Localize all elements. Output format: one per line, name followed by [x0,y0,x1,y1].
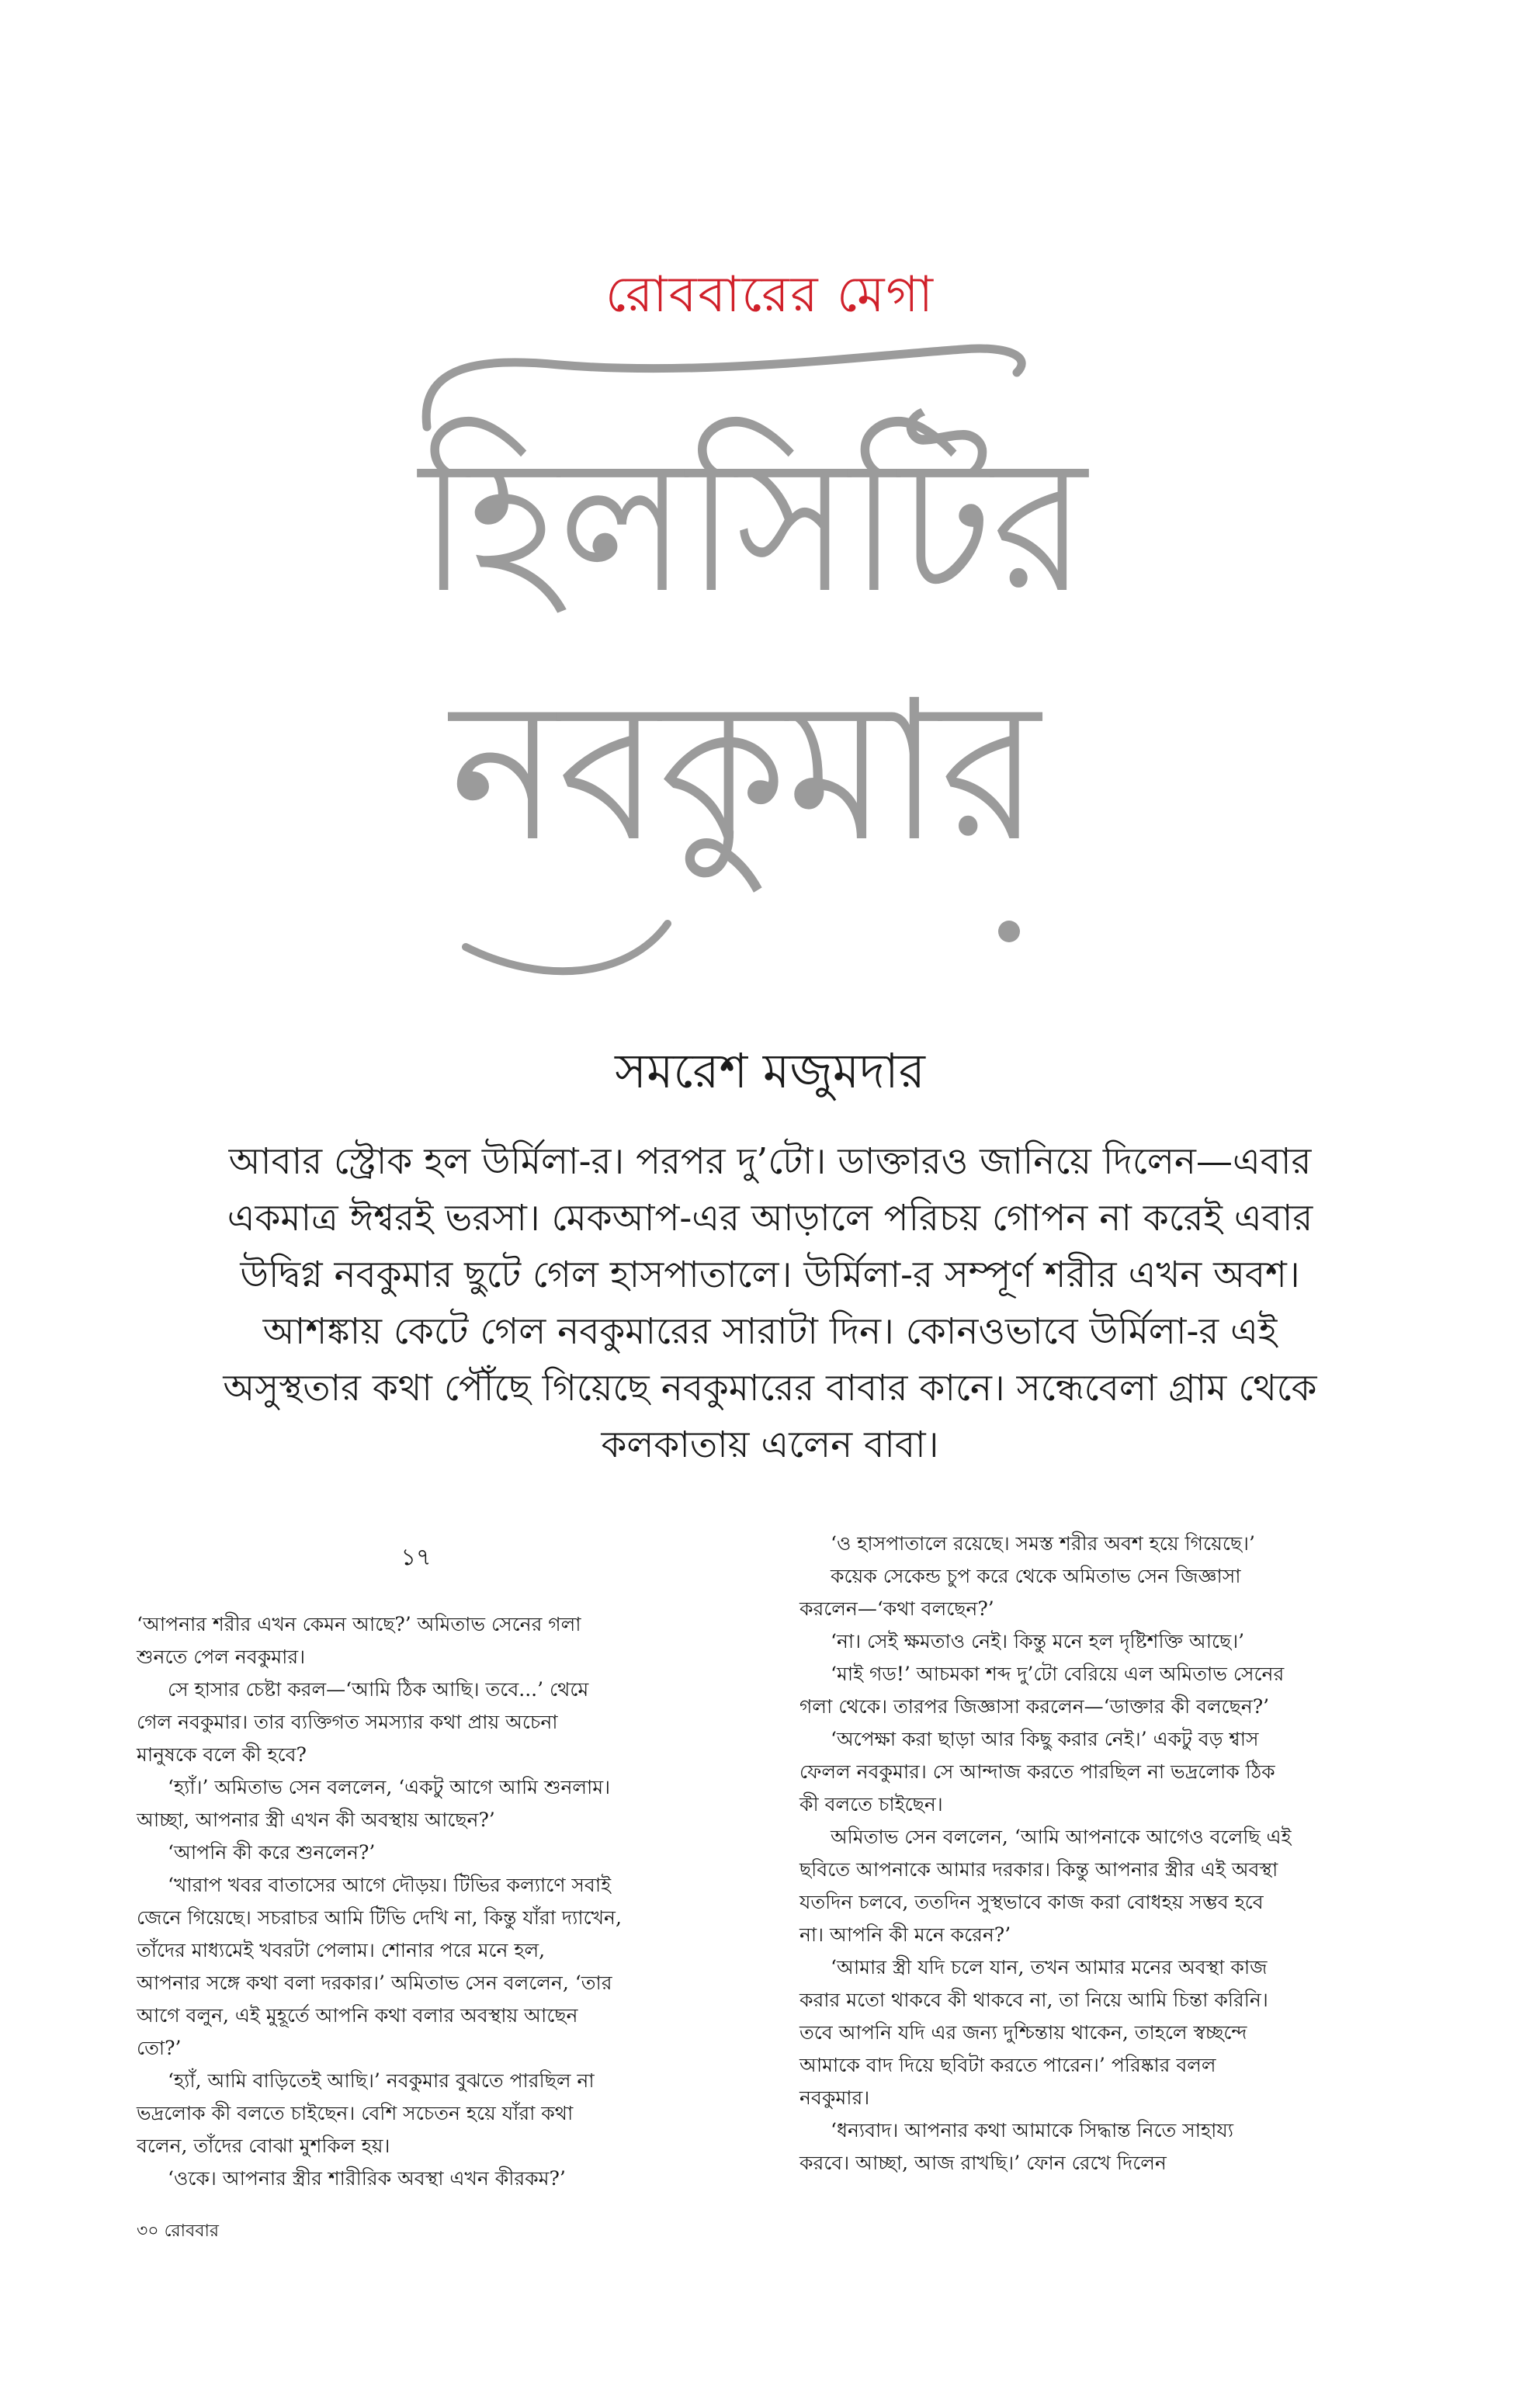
body-line: আগে বলুন, এই মুহূর্তে আপনি কথা বলার অবস্থায় আছেন [137,2004,578,2027]
body-line: তবে আপনি যদি এর জন্য দুশ্চিন্তায় থাকেন, তাহলে স্বচ্ছন্দে [799,2021,1247,2044]
body-line: ‘খারাপ খবর বাতাসের আগে দৌড়য়। টিভির কল্যাণে সবাই [168,1874,612,1896]
story-title-line2: নবকুমার [450,658,1081,884]
body-line: ‘আপনার শরীর এখন কেমন আছে?’ অমিতাভ সেনের গলা [137,1613,581,1635]
body-line: বলেন, তাঁদের বোঝা মুশকিল হয়। [137,2135,390,2157]
intro-line: আবার স্ট্রোক হল উর্মিলা-র। পরপর দু’টো। ডাক্তারও জানিয়ে দিলেন—এবার [228,1140,1312,1183]
body-paragraph [799,2114,1389,2180]
chapter-number: ১৭ [401,1544,432,1571]
body-paragraph [137,1673,727,1771]
body-line: ফেলল নবকুমার। সে আন্দাজ করতে পারছিল না ভদ্রলোক ঠিক [799,1760,1275,1783]
body-line: ‘হ্যাঁ।’ অমিতাভ সেন বললেন, ‘একটু আগে আমি শুনলাম। [168,1776,611,1798]
body-line: অমিতাভ সেন বললেন, ‘আমি আপনাকে আগেও বলেছি এই [831,1826,1292,1848]
body-paragraph [137,1836,727,1869]
body-paragraph [799,1560,1389,1625]
body-paragraph [799,1625,1389,1658]
page-folio: ৩০ রোববার [137,2221,219,2241]
body-line: আমাকে বাদ দিয়ে ছবিটা করতে পারেন।’ পরিষ্কার বলল [799,2054,1216,2076]
story-intro-blurb [140,1133,1400,1473]
body-line: করলেন—‘কথা বলছেন?’ [799,1597,994,1620]
body-paragraph [137,1608,727,1673]
story-title-art [373,334,1149,1009]
body-line: গলা থেকে। তারপর জিজ্ঞাসা করলেন—‘ডাক্তার কী বলছেন?’ [799,1695,1270,1718]
body-paragraph [137,2065,727,2162]
body-paragraph [799,1951,1389,2114]
title-top-swash [426,349,1021,427]
body-paragraph [799,1658,1389,1723]
body-column-left [137,1537,727,2195]
body-line: কী বলতে চাইছেন। [799,1793,943,1816]
body-line: ‘ধন্যবাদ। আপনার কথা আমাকে সিদ্ধান্ত নিতে সাহায্য [831,2119,1234,2142]
body-line: ছবিতে আপনাকে আমার দরকার। কিন্তু আপনার স্ত্রীর এই অবস্থা [799,1858,1278,1881]
body-line: ভদ্রলোক কী বলতে চাইছেন। বেশি সচেতন হয়ে যাঁরা কথা [137,2102,574,2124]
body-paragraph [799,1723,1389,1821]
title-dot [998,921,1020,942]
body-line: যতদিন চলবে, ততদিন সুস্থভাবে কাজ করা বোধহয় সম্ভব হবে [799,1891,1264,1913]
body-line: ‘ও হাসপাতালে রয়েছে। সমস্ত শরীর অবশ হয়ে গিয়েছে।’ [831,1532,1255,1555]
body-line: ‘হ্যাঁ, আমি বাড়িতেই আছি।’ নবকুমার বুঝতে পারছিল না [168,2069,595,2092]
body-line: করার মতো থাকবে কী থাকবে না, তা নিয়ে আমি চিন্তা করিনি। [799,1989,1268,2011]
body-paragraph [137,1869,727,2065]
body-line: সে হাসার চেষ্টা করল—‘আমি ঠিক আছি। তবে...’ থেমে [168,1678,589,1701]
body-line: আচ্ছা, আপনার স্ত্রী এখন কী অবস্থায় আছেন?’ [137,1809,495,1831]
title-underline-swash [466,924,668,971]
body-paragraph [137,2162,727,2195]
body-line: করবে। আচ্ছা, আজ রাখছি।’ ফোন রেখে দিলেন [799,2152,1167,2174]
body-paragraph [137,1771,727,1836]
intro-line: কলকাতায় এলেন বাবা। [601,1424,939,1466]
body-line: ‘অপেক্ষা করা ছাড়া আর কিছু করার নেই।’ একটু বড় শ্বাস [831,1728,1259,1750]
body-paragraph [799,1528,1389,1560]
series-kicker: রোববারের মেগা [605,266,935,324]
body-line: গেল নবকুমার। তার ব্যক্তিগত সমস্যার কথা প্রায় অচেনা [137,1711,558,1733]
body-line: না। আপনি কী মনে করেন?’ [799,1923,1011,1946]
intro-line: আশঙ্কায় কেটে গেল নবকুমারের সারাটা দিন। কোনওভাবে উর্মিলা-র এই [262,1310,1278,1353]
intro-line: একমাত্র ঈশ্বরই ভরসা। মেকআপ-এর আড়ালে পরিচয় গোপন না করেই এবার [227,1197,1313,1240]
body-line: শুনতে পেল নবকুমার। [137,1646,306,1668]
body-line: ‘আমার স্ত্রী যদি চলে যান, তখন আমার মনের অবস্থা কাজ [831,1956,1268,1979]
intro-line: উদ্বিগ্ন নবকুমার ছুটে গেল হাসপাতালে। উর্মিলা-র সম্পূর্ণ শরীর এখন অবশ। [240,1254,1300,1296]
body-line: আপনার সঙ্গে কথা বলা দরকার।’ অমিতাভ সেন বললেন, ‘তার [137,1972,612,1994]
body-line: ‘না। সেই ক্ষমতাও নেই। কিন্তু মনে হল দৃষ্টিশক্তি আছে।’ [831,1630,1245,1653]
body-line: ‘আপনি কী করে শুনলেন?’ [168,1841,376,1864]
author-byline: সমরেশ মজুমদার [615,1042,925,1099]
intro-line: অসুস্থতার কথা পৌঁছে গিয়েছে নবকুমারের বাবার কানে। সন্ধেবেলা গ্রাম থেকে [223,1367,1317,1410]
body-line: ‘ওকে। আপনার স্ত্রীর শারীরিক অবস্থা এখন কীরকম?’ [168,2167,566,2190]
body-paragraph [799,1821,1389,1951]
body-line: মানুষকে বলে কী হবে? [137,1743,307,1766]
body-column-right [799,1528,1389,2180]
story-title-line1: হিলসিটির [419,417,1143,634]
body-line: তো?’ [137,2037,182,2059]
body-line: জেনে গিয়েছে। সচরাচর আমি টিভি দেখি না, কিন্তু যাঁরা দ্যাখেন, [137,1906,622,1929]
body-line: নবকুমার। [799,2086,870,2109]
body-line: তাঁদের মাধ্যমেই খবরটা পেলাম। শোনার পরে মনে হল, [137,1939,546,1961]
body-line: কয়েক সেকেন্ড চুপ করে থেকে অমিতাভ সেন জিজ্ঞাসা [831,1565,1241,1587]
body-line: ‘মাই গড!’ আচমকা শব্দ দু’টো বেরিয়ে এল অমিতাভ সেনের [831,1663,1285,1685]
